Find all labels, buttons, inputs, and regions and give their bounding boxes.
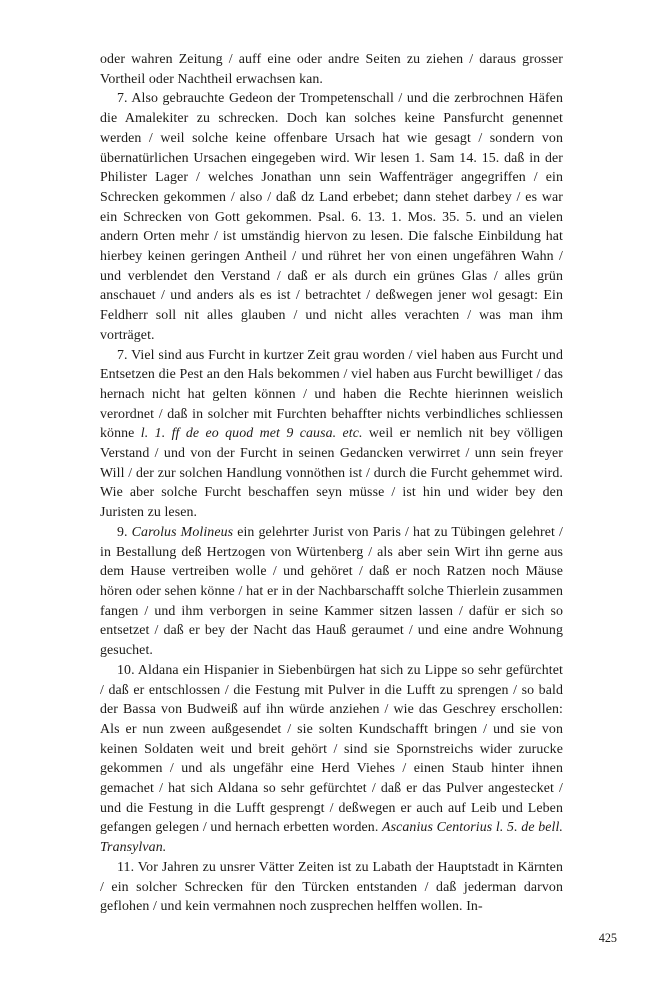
paragraph	[100, 858, 563, 917]
paragraph	[100, 89, 563, 345]
text-run: 9.	[117, 524, 132, 540]
text-run: 7. Also gebrauchte Gedeon der Trompetenschall / und die zerbrochnen Häfen die Amalekiter zu schrecken. Doch kan solches keine Pansfurcht genennet werden / weil solche keine offenbare Ursach hat wie gesagt / sondern von übernatürlichen Ursachen eingegeben wird. Wir lesen 1. Sam 14. 15. daß in der Philister Lager / welches Jonathan unn sein Waffenträger angegriffen / ein Schrecken gekommen / also / daß dz Land erbebet; dann stehet darbey / es war ein Schrecken von Gott gekommen. Psal. 6. 13. 1. Mos. 35. 5. und an vielen andern Orten mehr / ist umständig hiervon zu lesen. Die falsche Einbildung hat hierbey keinen geringen Antheil / und rühret her von einen ungefähren Wahn / und verblendet den Verstand / daß er als durch ein grünes Glas / alles grün anschauet / und anders als es ist / betrachtet / deßwegen jener wol gesagt: Ein Feldherr soll nit alles glauben / und nicht alles verachten / was man ihm vorträget.	[100, 91, 563, 343]
paragraph-continuation	[100, 50, 563, 89]
paragraph	[100, 523, 563, 661]
paragraph	[100, 661, 563, 858]
citation-italic: Ascanius Centorius l. 5. de bell. Transylvan.	[100, 820, 563, 856]
paragraph	[100, 346, 563, 523]
text-run: oder wahren Zeitung / auff eine oder andre Seiten zu ziehen / daraus grosser Vortheil oder Nachtheil erwachsen kan.	[100, 52, 563, 87]
text-block	[100, 50, 563, 917]
person-name-italic: Carolus Molineus	[131, 524, 234, 540]
citation-italic: l. 1. ff de eo quod met 9 causa. etc.	[140, 426, 363, 442]
text-run: 10. Aldana ein Hispanier in Siebenbürgen hat sich zu Lippe so sehr gefürchtet / daß er entschlossen / die Festung mit Pulver in die Lufft zu sprengen / so bald der Bassa von Budweiß auf ihn würde anziehen / wie das Geschrey erschollen: Als er nun zween außgesendet / sie solten Kundschafft bringen / und sie von keinen Soldaten weit und breit gehört / sind sie Spornstreichs wider zurucke gekommen / und als ungefähr eine Herd Viehes / einen Staub hinter ihnen gemachet / hat sich Aldana so sehr gefürchtet / daß er das Pulver angestecket / und die Festung in die Lufft gesprengt / deßwegen er auch auf Leib und Leben gefangen gelegen / und hernach erbetten worden.	[100, 662, 563, 836]
page-number: 425	[598, 931, 617, 945]
text-run: 11. Vor Jahren zu unsrer Vätter Zeiten ist zu Labath der Hauptstadt in Kärnten / ein solcher Schrecken für den Türcken entstanden / daß jederman darvon geflohen / und kein vermahnen noch zusprechen helffen wollen. In-	[100, 859, 563, 915]
text-run: weil er nemlich nit bey völligen Verstand / und von der Furcht in seinen Gedancken verwirret / unn sein freyer Will / der zur solchen Handlung vonnöthen ist / durch die Furcht gehemmet wird. Wie aber solche Furcht beschaffen seyn müsse / ist hin und wider bey den Juristen zu lesen.	[100, 426, 563, 521]
text-run: ein gelehrter Jurist von Paris / hat zu Tübingen gelehret / in Bestallung deß Hertzogen von Würtenberg / als aber sein Wirt ihn gerne aus dem Hause vertreiben wolle / und gehöret / daß er noch Ratzen noch Mäuse hören oder sehen könne / hat er in der Nachbarschafft solche Thierlein zusammen fangen / und ihm verborgen in seine Kammer sitzen lassen / dafür er sich so entsetzet / daß er bey der Nacht das Hauß geraumet / und eine andre Wohnung gesuchet.	[100, 524, 563, 659]
text-run: 7. Viel sind aus Furcht in kurtzer Zeit grau worden / viel haben aus Furcht und Entsetzen die Pest an den Hals bekommen / viel haben aus Furcht bewilliget / das hernach nicht hat gelten können / und haben die Rechte hierinnen weislich verordnet / daß in solcher mit Furchten behaffter nichts verbindliches schliessen könne	[100, 347, 563, 442]
